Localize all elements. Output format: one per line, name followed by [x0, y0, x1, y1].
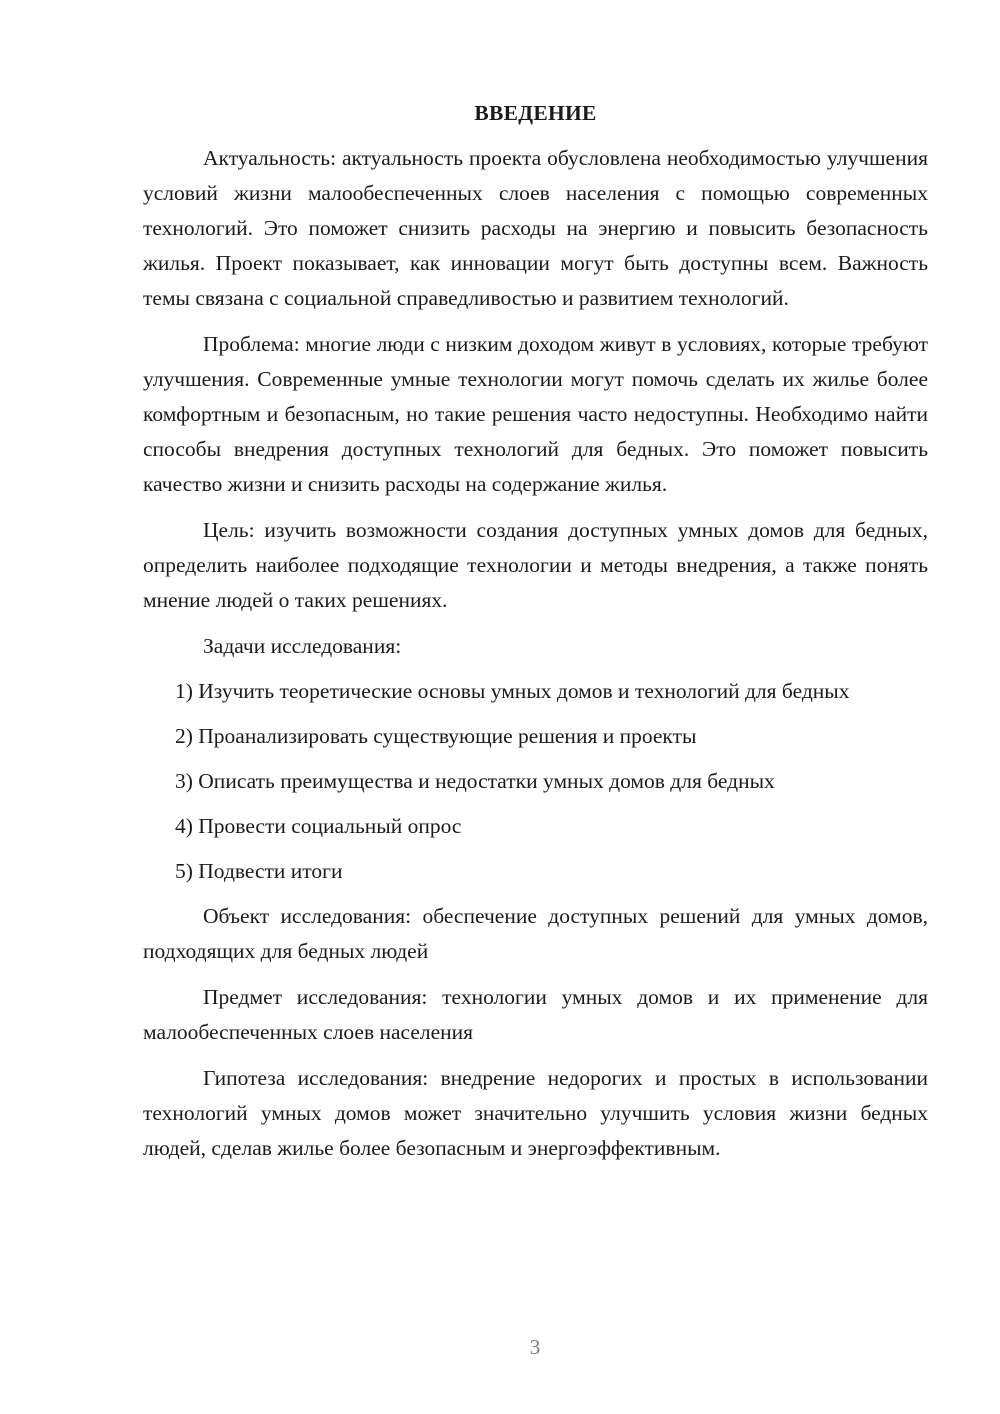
page-number: 3 [529, 1335, 541, 1359]
tasks-list [143, 674, 928, 889]
paragraph-goal: Цель: изучить возможности создания доступных умных домов для бедных, определить наиболее подходящие технологии и методы внедрения, а также понять мнение людей о таких решениях. [143, 518, 928, 612]
task-item-4: 4) Провести социальный опрос [175, 814, 462, 838]
paragraph-hypothesis: Гипотеза исследования: внедрение недорогих и простых в использовании технологий умных домов может значительно улучшить условия жизни бедных людей, сделав жилье более безопасным и энергоэффективным. [143, 1066, 928, 1160]
paragraph-problem: Проблема: многие люди с низким доходом живут в условиях, которые требуют улучшения. Современные умные технологии могут помочь сделать их жилье более комфортным и безопасным, но такие решения часто недоступны. Необходимо найти способы внедрения доступных технологий для бедных. Это поможет повысить качество жизни и снизить расходы на содержание жилья. [143, 332, 928, 496]
paragraph-subject: Предмет исследования: технологии умных домов и их применение для малообеспеченных слоев населения [143, 985, 928, 1044]
page-content [143, 96, 928, 1177]
paragraph-object: Объект исследования: обеспечение доступных решений для умных домов, подходящих для бедных людей [143, 904, 928, 963]
task-item-3: 3) Описать преимущества и недостатки умных домов для бедных [175, 769, 775, 793]
paragraph-relevance: Актуальность: актуальность проекта обусловлена необходимостью улучшения условий жизни малообеспеченных слоев населения с помощью современных технологий. Это поможет снизить расходы на энергию и повысить безопасность жилья. Проект показывает, как инновации могут быть доступны всем. Важность темы связана с социальной справедливостью и развитием технологий. [143, 146, 928, 310]
task-item-1: 1) Изучить теоретические основы умных домов и технологий для бедных [175, 679, 850, 703]
page-title: ВВЕДЕНИЕ [474, 101, 597, 125]
task-item-2: 2) Проанализировать существующие решения и проекты [175, 724, 697, 748]
task-item-5: 5) Подвести итоги [175, 859, 343, 883]
tasks-heading: Задачи исследования: [203, 634, 402, 658]
